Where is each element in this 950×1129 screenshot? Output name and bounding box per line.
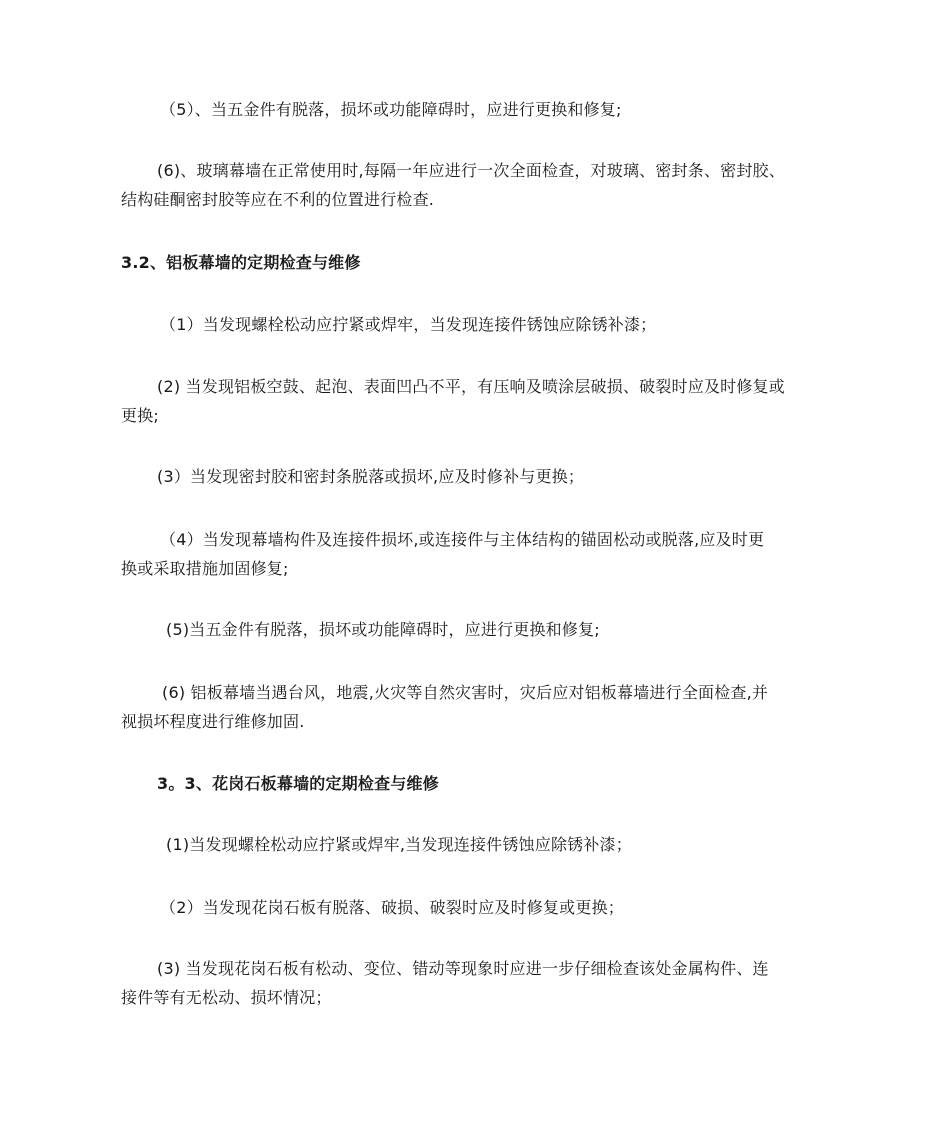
section-3-2-item-5: (5)当五金件有脱落，损坏或功能障碍时，应进行更换和修复;	[166, 620, 600, 639]
section-3-3-heading: 3。3、花岗石板幕墙的定期检查与维修	[157, 774, 439, 793]
glass-item-6-line-1: (6)、玻璃幕墙在正常使用时,每隔一年应进行一次全面检查，对玻璃、密封条、密封胶、	[157, 161, 785, 180]
section-3-2-item-4-line-2: 换或采取措施加固修复;	[121, 559, 289, 578]
glass-item-6-line-2: 结构硅酮密封胶等应在不利的位置进行检查.	[121, 190, 435, 209]
section-3-2-item-3: (3）当发现密封胶和密封条脱落或损坏,应及时修补与更换；	[157, 467, 585, 486]
section-3-2-item-4-line-1: （4）当发现幕墙构件及连接件损坏,或连接件与主体结构的锚固松动或脱落,应及时更	[160, 530, 765, 549]
section-3-3-item-3-line-1: (3) 当发现花岗石板有松动、变位、错动等现象时应进一步仔细检查该处金属构件、连	[157, 959, 769, 978]
section-3-2-item-1: （1）当发现螺栓松动应拧紧或焊牢，当发现连接件锈蚀应除锈补漆；	[160, 315, 657, 334]
section-3-2-item-2-line-1: (2) 当发现铝板空鼓、起泡、表面凹凸不平，有压响及喷涂层破损、破裂时应及时修复或	[157, 377, 785, 396]
glass-item-5: （5）、当五金件有脱落，损坏或功能障碍时，应进行更换和修复;	[160, 100, 622, 119]
section-3-3-item-1: (1)当发现螺栓松动应拧紧或焊牢,当发现连接件锈蚀应除锈补漆；	[166, 835, 632, 854]
section-3-2-item-6-line-2: 视损坏程度进行维修加固.	[121, 712, 305, 731]
section-3-2-item-6-line-1: (6) 铝板幕墙当遇台风，地震,火灾等自然灾害时，灾后应对铝板幕墙进行全面检查,并	[162, 683, 769, 702]
section-3-2-heading: 3.2、铝板幕墙的定期检查与维修	[121, 253, 361, 272]
section-3-3-item-2: （2）当发现花岗石板有脱落、破损、破裂时应及时修复或更换；	[160, 898, 624, 917]
section-3-2-item-2-line-2: 更换;	[121, 406, 159, 425]
section-3-3-item-3-line-2: 接件等有无松动、损坏情况；	[121, 988, 332, 1007]
